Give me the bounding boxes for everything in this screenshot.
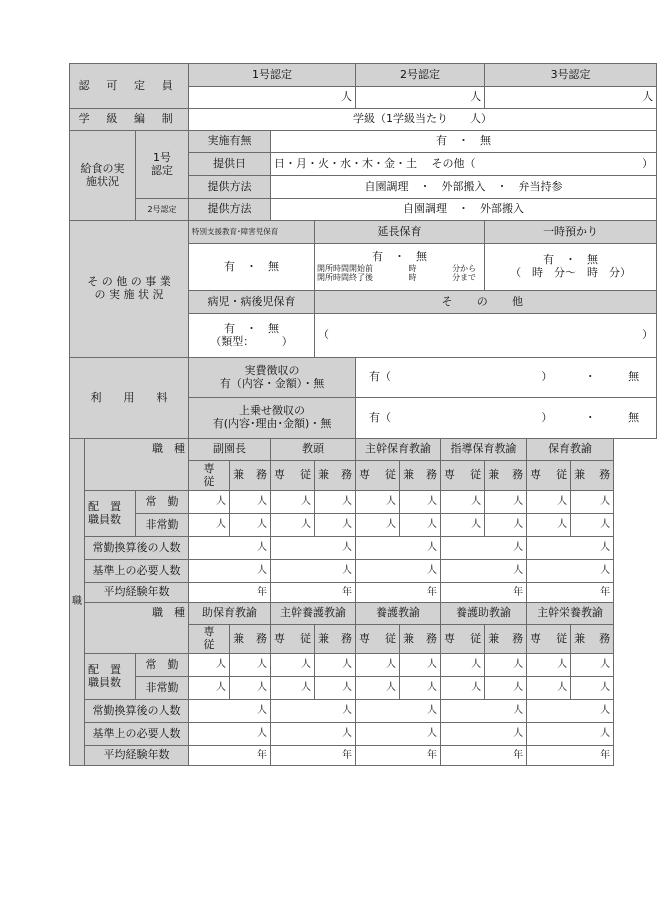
surcharge-field[interactable]: 有（ ） ・ 無 xyxy=(356,398,657,439)
avg-years-field[interactable]: 年 xyxy=(441,746,527,766)
count-field[interactable]: 人 xyxy=(441,491,485,514)
staff-side-label: 職 xyxy=(70,439,85,766)
actual-cost-label: 実費徴収の 有（内容・金額）・無 xyxy=(189,358,356,398)
converted-label: 常勤換算後の人数 xyxy=(85,700,189,723)
count-field[interactable]: 人 xyxy=(441,514,485,537)
converted-field[interactable]: 人 xyxy=(441,537,527,560)
avg-years-field[interactable]: 年 xyxy=(527,746,614,766)
avg-years-label: 平均経験年数 xyxy=(85,583,189,603)
extended-care-label: 延長保育 xyxy=(315,221,485,244)
other-services-label: そ の 他 の 事 業 の 実 施 状 況 xyxy=(70,221,189,358)
dedicated-header: 専 従 xyxy=(356,625,400,654)
avg-years-field[interactable]: 年 xyxy=(356,583,441,603)
converted-field[interactable]: 人 xyxy=(527,700,614,723)
count-field[interactable]: 人 xyxy=(400,677,441,700)
cert1-capacity-field[interactable]: 人 xyxy=(189,87,356,109)
converted-field[interactable]: 人 xyxy=(356,537,441,560)
count-field[interactable]: 人 xyxy=(230,654,271,677)
count-field[interactable]: 人 xyxy=(315,654,356,677)
concurrent-header: 兼 務 xyxy=(230,625,271,654)
concurrent-header: 兼 務 xyxy=(571,625,614,654)
class-org-field[interactable]: 学級（1学級当たり 人） xyxy=(189,109,657,131)
required-field[interactable]: 人 xyxy=(189,560,271,583)
dedicated-header: 専 従 xyxy=(189,461,230,491)
avg-years-field[interactable]: 年 xyxy=(356,746,441,766)
required-field[interactable]: 人 xyxy=(441,723,527,746)
capacity-label: 認 可 定 員 xyxy=(70,64,189,109)
count-field[interactable]: 人 xyxy=(356,514,400,537)
converted-field[interactable]: 人 xyxy=(527,537,614,560)
concurrent-header: 兼 務 xyxy=(400,625,441,654)
count-field[interactable]: 人 xyxy=(356,654,400,677)
special-needs-label: 特別支援教育･障害児保育 xyxy=(189,221,315,244)
converted-field[interactable]: 人 xyxy=(271,700,356,723)
count-field[interactable]: 人 xyxy=(315,677,356,700)
dedicated-header: 専 従 xyxy=(441,461,485,491)
count-field[interactable]: 人 xyxy=(315,491,356,514)
job-type-label-2: 職 種 xyxy=(85,603,189,654)
fulltime-label: 常 勤 xyxy=(136,491,189,514)
avg-years-field[interactable]: 年 xyxy=(271,583,356,603)
count-field[interactable]: 人 xyxy=(527,654,571,677)
meal-implemented-label: 実施有無 xyxy=(189,131,271,153)
required-field[interactable]: 人 xyxy=(356,723,441,746)
count-field[interactable]: 人 xyxy=(230,677,271,700)
count-field[interactable]: 人 xyxy=(356,491,400,514)
count-field[interactable]: 人 xyxy=(271,491,315,514)
meal-cert2-label: 2号認定 xyxy=(136,199,189,221)
count-field[interactable]: 人 xyxy=(189,677,230,700)
surcharge-label: 上乗せ徴収の 有(内容･理由･金額)・無 xyxy=(189,398,356,439)
count-field[interactable]: 人 xyxy=(230,514,271,537)
required-label: 基準上の必要人数 xyxy=(85,560,189,583)
cert3-header: 3号認定 xyxy=(485,64,657,87)
count-field[interactable]: 人 xyxy=(271,677,315,700)
concurrent-header: 兼 務 xyxy=(571,461,614,491)
others-field[interactable]: （ ） xyxy=(315,314,657,358)
job-header: 主幹保育教諭 xyxy=(356,439,441,461)
count-field[interactable]: 人 xyxy=(571,654,614,677)
meal-cert1-label: 1号 認定 xyxy=(136,131,189,199)
sick-child-field[interactable]: 有 ・ 無 （類型： ） xyxy=(189,314,315,358)
job-header: 副園長 xyxy=(189,439,271,461)
concurrent-header: 兼 務 xyxy=(400,461,441,491)
dedicated-header: 専 従 xyxy=(189,625,230,654)
required-field[interactable]: 人 xyxy=(527,723,614,746)
count-field[interactable]: 人 xyxy=(230,491,271,514)
dedicated-header: 専 従 xyxy=(527,625,571,654)
count-field[interactable]: 人 xyxy=(189,654,230,677)
avg-years-field[interactable]: 年 xyxy=(441,583,527,603)
sick-child-label: 病児・病後児保育 xyxy=(189,291,315,314)
required-field[interactable]: 人 xyxy=(527,560,614,583)
converted-label: 常勤換算後の人数 xyxy=(85,537,189,560)
count-field[interactable]: 人 xyxy=(571,491,614,514)
cert2-capacity-field[interactable]: 人 xyxy=(356,87,485,109)
count-field[interactable]: 人 xyxy=(527,491,571,514)
count-field[interactable]: 人 xyxy=(271,514,315,537)
meal-method1-field[interactable]: 自園調理 ・ 外部搬入 ・ 弁当持参 xyxy=(271,176,657,199)
cert3-capacity-field[interactable]: 人 xyxy=(485,87,657,109)
dedicated-header: 専 従 xyxy=(527,461,571,491)
count-field[interactable]: 人 xyxy=(400,491,441,514)
count-field[interactable]: 人 xyxy=(400,514,441,537)
count-field[interactable]: 人 xyxy=(315,514,356,537)
dedicated-header: 専 従 xyxy=(356,461,400,491)
required-field[interactable]: 人 xyxy=(356,560,441,583)
concurrent-header: 兼 務 xyxy=(485,461,527,491)
temporary-care-field[interactable]: 有 ・ 無 （ 時 分～ 時 分） xyxy=(485,244,657,291)
avg-years-field[interactable]: 年 xyxy=(189,746,271,766)
dedicated-header: 専 従 xyxy=(441,625,485,654)
count-field[interactable]: 人 xyxy=(485,514,527,537)
converted-field[interactable]: 人 xyxy=(189,537,271,560)
meal-implemented-field[interactable]: 有 ・ 無 xyxy=(271,131,657,153)
others-label: そ の 他 xyxy=(315,291,657,314)
job-header: 養護教諭 xyxy=(356,603,441,625)
converted-field[interactable]: 人 xyxy=(356,700,441,723)
fees-label: 利 用 料 xyxy=(70,358,189,439)
job-header: 保育教諭 xyxy=(527,439,614,461)
count-field[interactable]: 人 xyxy=(571,677,614,700)
converted-field[interactable]: 人 xyxy=(441,700,527,723)
parttime-label: 非常勤 xyxy=(136,514,189,537)
placement-label-1: 配 置 職員数 xyxy=(85,491,136,537)
avg-years-field[interactable]: 年 xyxy=(189,583,271,603)
required-field[interactable]: 人 xyxy=(271,723,356,746)
avg-years-label: 平均経験年数 xyxy=(85,746,189,766)
converted-field[interactable]: 人 xyxy=(189,700,271,723)
dedicated-header: 専 従 xyxy=(271,461,315,491)
meal-status-label: 給食の実 施状況 xyxy=(70,131,136,221)
concurrent-header: 兼 務 xyxy=(230,461,271,491)
count-field[interactable]: 人 xyxy=(441,654,485,677)
concurrent-header: 兼 務 xyxy=(315,625,356,654)
cert1-header: 1号認定 xyxy=(189,64,356,87)
required-label: 基準上の必要人数 xyxy=(85,723,189,746)
converted-field[interactable]: 人 xyxy=(271,537,356,560)
meal-method1-label: 提供方法 xyxy=(189,176,271,199)
concurrent-header: 兼 務 xyxy=(485,625,527,654)
meal-days-label: 提供日 xyxy=(189,153,271,176)
count-field[interactable]: 人 xyxy=(485,677,527,700)
class-org-label: 学 級 編 制 xyxy=(70,109,189,131)
count-field[interactable]: 人 xyxy=(485,491,527,514)
fulltime-label: 常 勤 xyxy=(136,654,189,677)
meal-days-field[interactable]: 日・月・火・水・木・金・土 その他（ ） xyxy=(271,153,657,176)
count-field[interactable]: 人 xyxy=(485,654,527,677)
count-field[interactable]: 人 xyxy=(189,514,230,537)
actual-cost-field[interactable]: 有（ ） ・ 無 xyxy=(356,358,657,398)
temporary-care-label: 一時預かり xyxy=(485,221,657,244)
facility-form-table xyxy=(69,63,657,766)
count-field[interactable]: 人 xyxy=(356,677,400,700)
avg-years-field[interactable]: 年 xyxy=(527,583,614,603)
job-header: 主幹栄養教諭 xyxy=(527,603,614,625)
count-field[interactable]: 人 xyxy=(271,654,315,677)
meal-method2-label: 提供方法 xyxy=(189,199,271,221)
special-needs-field[interactable]: 有 ・ 無 xyxy=(189,244,315,291)
job-header: 養護助教諭 xyxy=(441,603,527,625)
parttime-label: 非常勤 xyxy=(136,677,189,700)
count-field[interactable]: 人 xyxy=(189,491,230,514)
job-header: 助保育教諭 xyxy=(189,603,271,625)
count-field[interactable]: 人 xyxy=(441,677,485,700)
job-header: 主幹養護教諭 xyxy=(271,603,356,625)
job-type-label-1: 職 種 xyxy=(85,439,189,491)
concurrent-header: 兼 務 xyxy=(315,461,356,491)
count-field[interactable]: 人 xyxy=(400,654,441,677)
required-field[interactable]: 人 xyxy=(189,723,271,746)
job-header: 指導保育教諭 xyxy=(441,439,527,461)
avg-years-field[interactable]: 年 xyxy=(271,746,356,766)
required-field[interactable]: 人 xyxy=(441,560,527,583)
required-field[interactable]: 人 xyxy=(271,560,356,583)
meal-method2-field[interactable]: 自園調理 ・ 外部搬入 xyxy=(271,199,657,221)
job-header: 教頭 xyxy=(271,439,356,461)
cert2-header: 2号認定 xyxy=(356,64,485,87)
count-field[interactable]: 人 xyxy=(527,514,571,537)
dedicated-header: 専 従 xyxy=(271,625,315,654)
count-field[interactable]: 人 xyxy=(527,677,571,700)
count-field[interactable]: 人 xyxy=(571,514,614,537)
extended-care-field[interactable]: 有 ・ 無 開所時間開始前 時 分から 開所時間終了後 時 分まで xyxy=(315,244,485,291)
placement-label-2: 配 置 職員数 xyxy=(85,654,136,700)
